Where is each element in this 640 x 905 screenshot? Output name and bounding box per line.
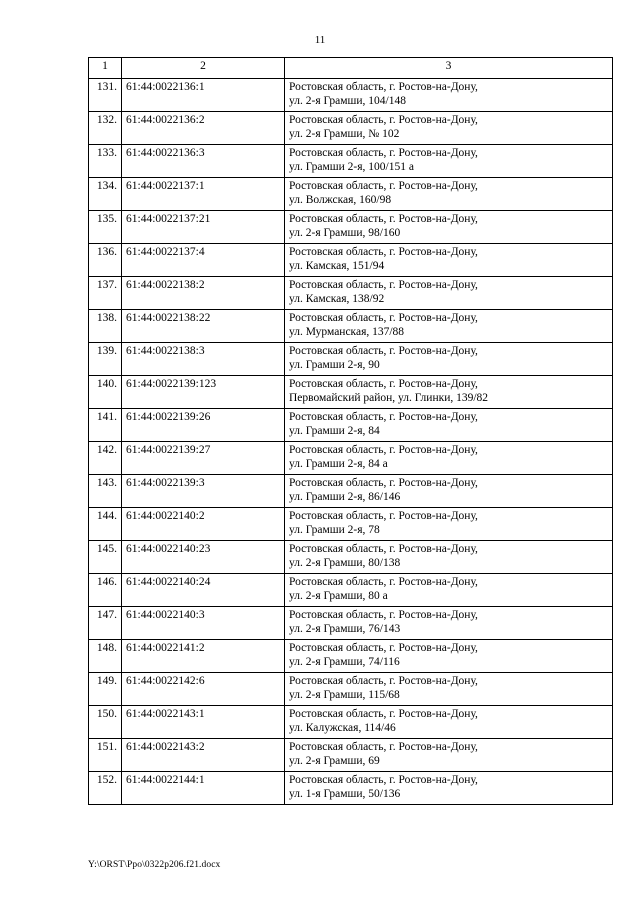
cadastral-number-cell: 61:44:0022138:2 xyxy=(122,277,285,310)
table-row xyxy=(89,475,613,508)
row-index-cell: 140. xyxy=(89,376,122,409)
cadastral-number-cell: 61:44:0022139:123 xyxy=(122,376,285,409)
cadastral-number-cell: 61:44:0022143:2 xyxy=(122,739,285,772)
address-line-2: ул. Грамши 2-я, 100/151 а xyxy=(289,160,414,173)
table-row xyxy=(89,145,613,178)
cadastral-number-cell: 61:44:0022137:21 xyxy=(122,211,285,244)
table-row xyxy=(89,673,613,706)
row-index-cell: 151. xyxy=(89,739,122,772)
column-header-2: 2 xyxy=(122,58,285,79)
cadastral-number-cell: 61:44:0022140:2 xyxy=(122,508,285,541)
address-cell xyxy=(285,475,613,508)
table-header-row xyxy=(89,58,613,79)
address-line-2: ул. 2-я Грамши, 69 xyxy=(289,754,380,767)
address-line-2: ул. 2-я Грамши, 104/148 xyxy=(289,94,406,107)
address-cell xyxy=(285,442,613,475)
address-cell xyxy=(285,145,613,178)
address-line-1: Ростовская область, г. Ростов-на-Дону, xyxy=(289,708,478,720)
row-index-cell: 141. xyxy=(89,409,122,442)
table-row xyxy=(89,343,613,376)
address-cell xyxy=(285,673,613,706)
table-row xyxy=(89,310,613,343)
row-index-cell: 136. xyxy=(89,244,122,277)
address-line-1: Ростовская область, г. Ростов-на-Дону, xyxy=(289,510,478,522)
address-line-2: ул. Камская, 138/92 xyxy=(289,292,385,305)
table-row xyxy=(89,211,613,244)
address-line-1: Ростовская область, г. Ростов-на-Дону, xyxy=(289,180,478,192)
row-index-cell: 150. xyxy=(89,706,122,739)
address-line-1: Ростовская область, г. Ростов-на-Дону, xyxy=(289,345,478,357)
table-row xyxy=(89,607,613,640)
row-index-cell: 144. xyxy=(89,508,122,541)
address-cell xyxy=(285,376,613,409)
cadastral-number-cell: 61:44:0022138:22 xyxy=(122,310,285,343)
address-cell xyxy=(285,541,613,574)
row-index-cell: 145. xyxy=(89,541,122,574)
address-line-1: Ростовская область, г. Ростов-на-Дону, xyxy=(289,312,478,324)
address-line-2: ул. 2-я Грамши, 76/143 xyxy=(289,622,401,635)
address-line-1: Ростовская область, г. Ростов-на-Дону, xyxy=(289,378,478,390)
address-line-2: ул. 1-я Грамши, 50/136 xyxy=(289,787,401,800)
address-line-1: Ростовская область, г. Ростов-на-Дону, xyxy=(289,279,478,291)
row-index-cell: 142. xyxy=(89,442,122,475)
table-row xyxy=(89,442,613,475)
address-cell xyxy=(285,706,613,739)
cadastral-number-cell: 61:44:0022139:27 xyxy=(122,442,285,475)
row-index-cell: 148. xyxy=(89,640,122,673)
address-line-2: ул. 2-я Грамши, № 102 xyxy=(289,127,400,140)
address-cell xyxy=(285,574,613,607)
cadastral-number-cell: 61:44:0022136:2 xyxy=(122,112,285,145)
address-line-1: Ростовская область, г. Ростов-на-Дону, xyxy=(289,213,478,225)
address-line-1: Ростовская область, г. Ростов-на-Дону, xyxy=(289,411,478,423)
address-line-2: ул. 2-я Грамши, 80 а xyxy=(289,589,388,602)
address-line-1: Ростовская область, г. Ростов-на-Дону, xyxy=(289,147,478,159)
table-row xyxy=(89,178,613,211)
table-row xyxy=(89,739,613,772)
address-line-2: ул. 2-я Грамши, 115/68 xyxy=(289,688,400,701)
table-row xyxy=(89,244,613,277)
address-cell xyxy=(285,772,613,805)
address-cell xyxy=(285,739,613,772)
address-cell xyxy=(285,112,613,145)
address-line-1: Ростовская область, г. Ростов-на-Дону, xyxy=(289,444,478,456)
cadastral-number-cell: 61:44:0022140:3 xyxy=(122,607,285,640)
address-line-1: Ростовская область, г. Ростов-на-Дону, xyxy=(289,246,478,258)
table-row xyxy=(89,112,613,145)
cadastral-number-cell: 61:44:0022137:1 xyxy=(122,178,285,211)
cadastral-number-cell: 61:44:0022144:1 xyxy=(122,772,285,805)
address-cell xyxy=(285,508,613,541)
address-line-2: ул. 2-я Грамши, 74/116 xyxy=(289,655,400,668)
address-line-1: Ростовская область, г. Ростов-на-Дону, xyxy=(289,114,478,126)
address-line-1: Ростовская область, г. Ростов-на-Дону, xyxy=(289,576,478,588)
address-cell xyxy=(285,343,613,376)
address-cell xyxy=(285,211,613,244)
table-row xyxy=(89,574,613,607)
table-row xyxy=(89,79,613,112)
row-index-cell: 139. xyxy=(89,343,122,376)
registry-table xyxy=(88,57,613,805)
row-index-cell: 134. xyxy=(89,178,122,211)
column-header-1: 1 xyxy=(89,58,122,79)
address-line-1: Ростовская область, г. Ростов-на-Дону, xyxy=(289,774,478,786)
page-number: 11 xyxy=(314,34,326,46)
row-index-cell: 132. xyxy=(89,112,122,145)
address-cell xyxy=(285,178,613,211)
address-line-2: ул. Волжская, 160/98 xyxy=(289,193,392,206)
address-line-2: ул. Грамши 2-я, 84 xyxy=(289,424,380,437)
cadastral-number-cell: 61:44:0022137:4 xyxy=(122,244,285,277)
cadastral-number-cell: 61:44:0022136:1 xyxy=(122,79,285,112)
row-index-cell: 133. xyxy=(89,145,122,178)
column-header-3: 3 xyxy=(285,58,613,79)
address-line-2: ул. Камская, 151/94 xyxy=(289,259,385,272)
address-cell xyxy=(285,277,613,310)
address-cell xyxy=(285,310,613,343)
address-line-1: Ростовская область, г. Ростов-на-Дону, xyxy=(289,675,478,687)
footer-file-path: Y:\ORST\Ppo\0322p206.f21.docx xyxy=(88,860,221,870)
table-row xyxy=(89,508,613,541)
address-line-1: Ростовская область, г. Ростов-на-Дону, xyxy=(289,642,478,654)
address-line-2: ул. Грамши 2-я, 90 xyxy=(289,358,380,371)
address-cell xyxy=(285,409,613,442)
address-line-1: Ростовская область, г. Ростов-на-Дону, xyxy=(289,543,478,555)
address-line-1: Ростовская область, г. Ростов-на-Дону, xyxy=(289,609,478,621)
cadastral-number-cell: 61:44:0022140:24 xyxy=(122,574,285,607)
cadastral-number-cell: 61:44:0022139:26 xyxy=(122,409,285,442)
address-line-1: Ростовская область, г. Ростов-на-Дону, xyxy=(289,741,478,753)
cadastral-number-cell: 61:44:0022136:3 xyxy=(122,145,285,178)
address-line-2: ул. 2-я Грамши, 98/160 xyxy=(289,226,401,239)
address-line-2: ул. 2-я Грамши, 80/138 xyxy=(289,556,401,569)
address-line-1: Ростовская область, г. Ростов-на-Дону, xyxy=(289,477,478,489)
row-index-cell: 147. xyxy=(89,607,122,640)
address-line-1: Ростовская область, г. Ростов-на-Дону, xyxy=(289,81,478,93)
address-line-2: ул. Грамши 2-я, 84 а xyxy=(289,457,388,470)
row-index-cell: 146. xyxy=(89,574,122,607)
table-row xyxy=(89,640,613,673)
table-row xyxy=(89,409,613,442)
cadastral-number-cell: 61:44:0022138:3 xyxy=(122,343,285,376)
address-line-2: ул. Мурманская, 137/88 xyxy=(289,325,405,338)
row-index-cell: 135. xyxy=(89,211,122,244)
row-index-cell: 152. xyxy=(89,772,122,805)
cadastral-number-cell: 61:44:0022142:6 xyxy=(122,673,285,706)
cadastral-number-cell: 61:44:0022143:1 xyxy=(122,706,285,739)
row-index-cell: 143. xyxy=(89,475,122,508)
table-row xyxy=(89,541,613,574)
row-index-cell: 138. xyxy=(89,310,122,343)
registry-table-container xyxy=(88,57,612,805)
address-cell xyxy=(285,640,613,673)
row-index-cell: 137. xyxy=(89,277,122,310)
address-line-2: ул. Грамши 2-я, 78 xyxy=(289,523,380,536)
cadastral-number-cell: 61:44:0022141:2 xyxy=(122,640,285,673)
address-cell xyxy=(285,244,613,277)
address-line-2: ул. Грамши 2-я, 86/146 xyxy=(289,490,401,503)
row-index-cell: 149. xyxy=(89,673,122,706)
table-row xyxy=(89,706,613,739)
cadastral-number-cell: 61:44:0022140:23 xyxy=(122,541,285,574)
table-row xyxy=(89,376,613,409)
table-row xyxy=(89,772,613,805)
address-cell xyxy=(285,79,613,112)
row-index-cell: 131. xyxy=(89,79,122,112)
cadastral-number-cell: 61:44:0022139:3 xyxy=(122,475,285,508)
address-cell xyxy=(285,607,613,640)
address-line-2: Первомайский район, ул. Глинки, 139/82 xyxy=(289,391,489,404)
table-row xyxy=(89,277,613,310)
address-line-2: ул. Калужская, 114/46 xyxy=(289,721,396,734)
